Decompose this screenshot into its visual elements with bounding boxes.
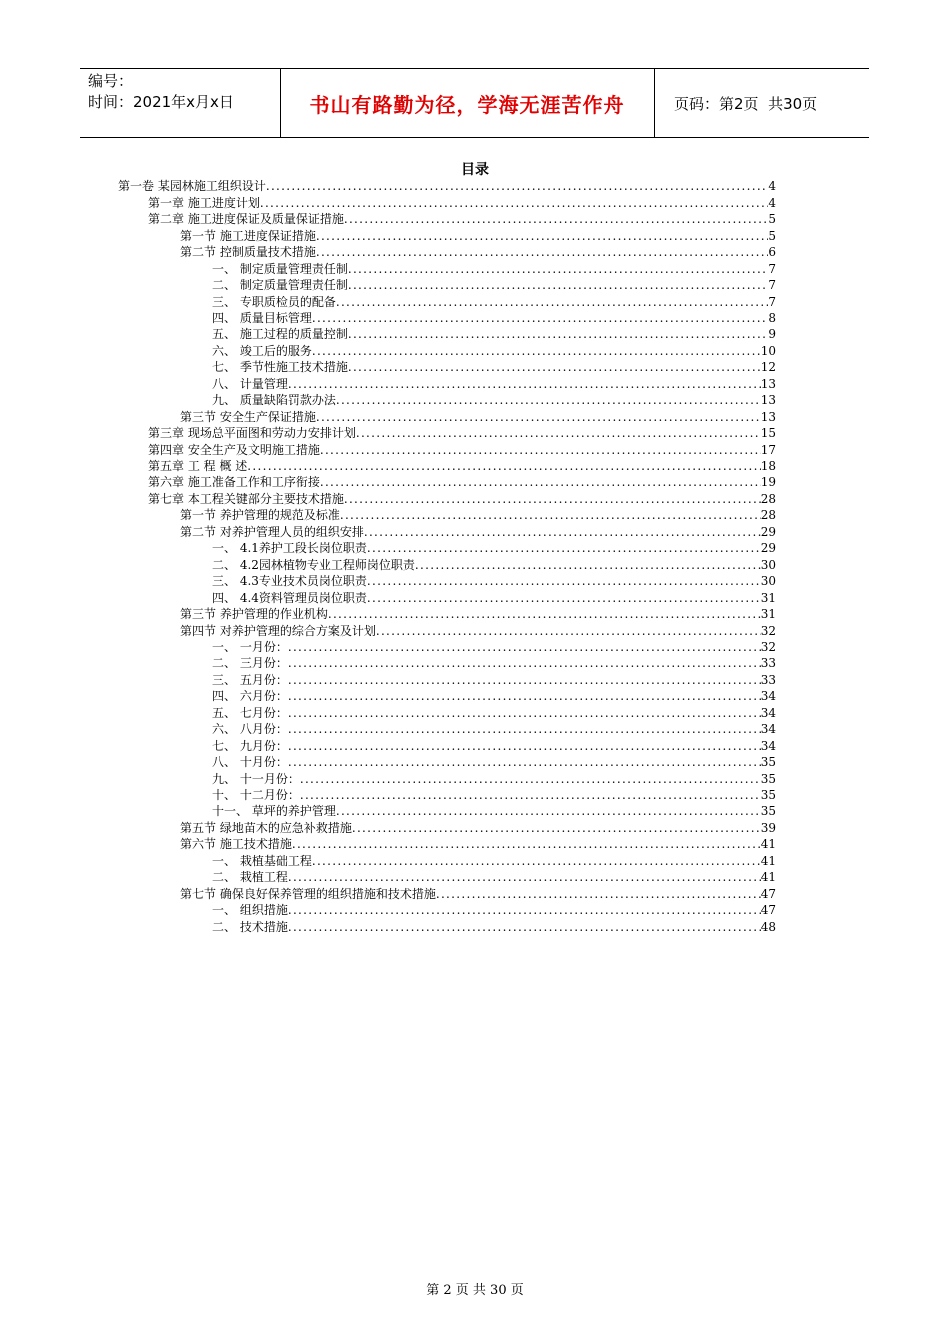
toc-leader-dots bbox=[352, 821, 761, 835]
toc-entry-page: 7 bbox=[768, 261, 776, 276]
toc-entry[interactable] bbox=[212, 374, 776, 390]
toc-entry-title: 第六章 施工准备工作和工序衔接 bbox=[148, 475, 320, 490]
toc-entry-page: 30 bbox=[760, 557, 776, 572]
toc-entry-title: 第三节 养护管理的作业机构 bbox=[180, 607, 328, 622]
toc-entry-page: 18 bbox=[760, 459, 776, 474]
toc-entry-page: 10 bbox=[760, 343, 776, 358]
toc-leader-dots bbox=[348, 327, 769, 341]
toc-entry[interactable] bbox=[148, 193, 776, 209]
toc-entry-title: 九、 质量缺陷罚款办法 bbox=[212, 393, 336, 408]
toc-leader-dots bbox=[266, 179, 769, 193]
toc-entry-page: 29 bbox=[760, 524, 776, 539]
page-footer bbox=[0, 1279, 950, 1298]
toc-entry-page: 7 bbox=[768, 294, 776, 309]
toc-entry-title: 六、 竣工后的服务 bbox=[212, 343, 312, 358]
toc-entry[interactable] bbox=[212, 555, 776, 571]
toc-entry-page: 12 bbox=[760, 360, 776, 375]
toc-leader-dots bbox=[356, 426, 761, 440]
toc-entry[interactable] bbox=[212, 292, 776, 308]
toc-entry-title: 第三章 现场总平面图和劳动力安排计划 bbox=[148, 426, 356, 441]
toc-leader-dots bbox=[348, 360, 761, 374]
toc-entry[interactable] bbox=[212, 276, 776, 292]
toc-entry[interactable] bbox=[212, 391, 776, 407]
toc-entry[interactable] bbox=[212, 687, 776, 703]
toc-entry-page: 34 bbox=[760, 738, 776, 753]
toc-leader-dots bbox=[367, 574, 761, 588]
document-header bbox=[80, 68, 869, 138]
toc-entry[interactable] bbox=[212, 358, 776, 374]
toc-leader-dots bbox=[348, 262, 769, 276]
toc-entry[interactable] bbox=[212, 753, 776, 769]
toc-entry-title: 二、 三月份： bbox=[212, 656, 288, 671]
toc-entry-page: 33 bbox=[760, 656, 776, 671]
document-time-label: 时间：2021年x月x日 bbox=[88, 93, 234, 111]
toc-entry[interactable] bbox=[212, 342, 776, 358]
toc-entry-title: 五、 施工过程的质量控制 bbox=[212, 327, 348, 342]
toc-entry-title: 二、 制定质量管理责任制 bbox=[212, 278, 348, 293]
toc-leader-dots bbox=[312, 854, 761, 868]
toc-entry[interactable] bbox=[212, 703, 776, 719]
toc-entry-title: 第三节 安全生产保证措施 bbox=[180, 409, 316, 424]
toc-entry-page: 7 bbox=[768, 278, 776, 293]
toc-leader-dots bbox=[288, 656, 761, 670]
toc-entry-title: 四、 六月份： bbox=[212, 689, 288, 704]
toc-entry[interactable] bbox=[212, 654, 776, 670]
toc-leader-dots bbox=[288, 673, 761, 687]
toc-entry-title: 八、 计量管理 bbox=[212, 376, 288, 391]
toc-entry-page: 35 bbox=[760, 788, 776, 803]
header-meta bbox=[88, 71, 278, 113]
toc-leader-dots bbox=[300, 788, 761, 802]
toc-entry-title: 第二章 施工进度保证及质量保证措施 bbox=[148, 212, 344, 227]
toc-entry-page: 35 bbox=[760, 755, 776, 770]
toc-entry-title: 一、 组织措施 bbox=[212, 903, 288, 918]
toc-entry-title: 二、 4.2园林植物专业工程师岗位职责 bbox=[212, 557, 415, 572]
toc-entry-title: 五、 七月份： bbox=[212, 705, 288, 720]
toc-leader-dots bbox=[415, 558, 761, 572]
toc-leader-dots bbox=[336, 393, 761, 407]
toc-entry[interactable] bbox=[212, 720, 776, 736]
toc-entry-page: 28 bbox=[760, 508, 776, 523]
header-page-info-text: 页码：第2页 共30页 bbox=[674, 94, 818, 113]
toc-leader-dots bbox=[288, 689, 761, 703]
toc-entry[interactable] bbox=[212, 309, 776, 325]
toc-leader-dots bbox=[348, 278, 769, 292]
toc-leader-dots bbox=[316, 410, 761, 424]
toc-entry[interactable] bbox=[148, 440, 776, 456]
toc-entry[interactable] bbox=[212, 851, 776, 867]
toc-entry-page: 35 bbox=[760, 804, 776, 819]
toc-entry-title: 三、 专职质检员的配备 bbox=[212, 294, 336, 309]
toc-entry-page: 5 bbox=[768, 212, 776, 227]
toc-entry-page: 17 bbox=[760, 442, 776, 457]
toc-leader-dots bbox=[292, 837, 761, 851]
toc-entry-page: 41 bbox=[760, 853, 776, 868]
toc-entry[interactable] bbox=[212, 769, 776, 785]
toc-entry-page: 19 bbox=[760, 475, 776, 490]
toc-entry[interactable] bbox=[148, 473, 776, 489]
toc-entry[interactable] bbox=[180, 884, 776, 900]
toc-entry[interactable] bbox=[180, 243, 776, 259]
toc-leader-dots bbox=[367, 541, 761, 555]
toc-entry-title: 四、 4.4资料管理员岗位职责 bbox=[212, 590, 367, 605]
toc-entry[interactable] bbox=[212, 802, 776, 818]
toc-entry[interactable] bbox=[180, 819, 776, 835]
toc-entry-title: 六、 八月份： bbox=[212, 722, 288, 737]
toc-entry-page: 13 bbox=[760, 393, 776, 408]
toc-leader-dots bbox=[288, 920, 761, 934]
toc-entry[interactable] bbox=[212, 259, 776, 275]
toc-leader-dots bbox=[320, 475, 761, 489]
toc-entry-page: 8 bbox=[768, 310, 776, 325]
toc-leader-dots bbox=[260, 196, 769, 210]
toc-leader-dots bbox=[300, 772, 761, 786]
toc-entry-title: 第六节 施工技术措施 bbox=[180, 837, 292, 852]
toc-title: 目录 bbox=[461, 162, 489, 178]
toc-leader-dots bbox=[316, 245, 769, 259]
header-divider-2 bbox=[654, 69, 655, 137]
toc-entry-page: 39 bbox=[760, 820, 776, 835]
toc-entry-page: 48 bbox=[760, 919, 776, 934]
toc-entry-page: 34 bbox=[760, 705, 776, 720]
toc-leader-dots bbox=[288, 640, 761, 654]
toc-entry-title: 二、 栽植工程 bbox=[212, 870, 288, 885]
toc-leader-dots bbox=[344, 492, 761, 506]
toc-entry-page: 31 bbox=[760, 607, 776, 622]
toc-leader-dots bbox=[336, 804, 761, 818]
toc-entry[interactable] bbox=[148, 424, 776, 440]
toc-entry[interactable] bbox=[180, 506, 776, 522]
toc-leader-dots bbox=[320, 443, 761, 457]
toc-entry-title: 七、 季节性施工技术措施 bbox=[212, 360, 348, 375]
toc-entry-title: 十、 十二月份： bbox=[212, 788, 300, 803]
toc-entry-title: 第四节 对养护管理的综合方案及计划 bbox=[180, 623, 376, 638]
toc-entry[interactable] bbox=[212, 736, 776, 752]
toc-entry-page: 15 bbox=[760, 426, 776, 441]
toc-entry[interactable] bbox=[180, 605, 776, 621]
toc-entry[interactable] bbox=[212, 325, 776, 341]
toc-entry-title: 一、 栽植基础工程 bbox=[212, 853, 312, 868]
toc-entry-title: 一、 4.1养护工段长岗位职责 bbox=[212, 541, 367, 556]
toc-entry-page: 47 bbox=[760, 886, 776, 901]
toc-entry-page: 13 bbox=[760, 409, 776, 424]
toc-entry-page: 29 bbox=[760, 541, 776, 556]
toc-entry-title: 第一节 施工进度保证措施 bbox=[180, 228, 316, 243]
document-number-label: 编号： bbox=[88, 72, 134, 90]
header-page-info bbox=[664, 69, 869, 137]
toc-entry-title: 三、 4.3专业技术员岗位职责 bbox=[212, 574, 367, 589]
toc-entry-title: 一、 制定质量管理责任制 bbox=[212, 261, 348, 276]
toc-entry-page: 35 bbox=[760, 771, 776, 786]
toc-entry[interactable] bbox=[148, 457, 776, 473]
toc-leader-dots bbox=[288, 722, 761, 736]
toc-entry[interactable] bbox=[212, 868, 776, 884]
toc-entry[interactable] bbox=[212, 917, 776, 933]
toc-leader-dots bbox=[312, 344, 761, 358]
toc-leader-dots bbox=[376, 624, 761, 638]
toc-entry-page: 5 bbox=[768, 228, 776, 243]
toc-entry-title: 八、 十月份： bbox=[212, 755, 288, 770]
toc-entry[interactable] bbox=[180, 621, 776, 637]
toc-entry-page: 41 bbox=[760, 870, 776, 885]
toc-entry-page: 13 bbox=[760, 376, 776, 391]
toc-leader-dots bbox=[436, 887, 761, 901]
toc-entry[interactable] bbox=[212, 572, 776, 588]
toc-leader-dots bbox=[364, 525, 761, 539]
toc-entry[interactable] bbox=[148, 490, 776, 506]
toc-entry-page: 32 bbox=[760, 639, 776, 654]
footer-page-number: 第 2 页 共 30 页 bbox=[426, 1283, 524, 1298]
toc-entry[interactable] bbox=[180, 522, 776, 538]
toc-entry[interactable] bbox=[180, 407, 776, 423]
toc-entry-page: 31 bbox=[760, 590, 776, 605]
toc-entry-title: 十一、 草坪的养护管理 bbox=[212, 804, 336, 819]
toc-leader-dots bbox=[288, 739, 761, 753]
toc-entry[interactable] bbox=[212, 671, 776, 687]
toc-entry[interactable] bbox=[212, 901, 776, 917]
toc-leader-dots bbox=[288, 903, 761, 917]
toc-entry-title: 九、 十一月份： bbox=[212, 771, 300, 786]
toc-entry-title: 第一章 施工进度计划 bbox=[148, 195, 260, 210]
toc-entry-page: 4 bbox=[768, 179, 776, 194]
toc-entry-title: 二、 技术措施 bbox=[212, 919, 288, 934]
toc-entry-title: 四、 质量目标管理 bbox=[212, 310, 312, 325]
toc-entry-title: 三、 五月份： bbox=[212, 672, 288, 687]
toc-leader-dots bbox=[336, 295, 769, 309]
toc-entry-page: 9 bbox=[768, 327, 776, 342]
toc-leader-dots bbox=[316, 229, 769, 243]
toc-entry[interactable] bbox=[180, 835, 776, 851]
toc-entry[interactable] bbox=[212, 786, 776, 802]
toc-entry-page: 34 bbox=[760, 722, 776, 737]
toc-entry-title: 七、 九月份： bbox=[212, 738, 288, 753]
toc-leader-dots bbox=[344, 212, 769, 226]
toc-entry-page: 30 bbox=[760, 574, 776, 589]
toc-entry-page: 41 bbox=[760, 837, 776, 852]
toc-entry-title: 第四章 安全生产及文明施工措施 bbox=[148, 442, 320, 457]
toc-entry-page: 34 bbox=[760, 689, 776, 704]
toc-leader-dots bbox=[367, 591, 761, 605]
toc-entry-title: 第一节 养护管理的规范及标准 bbox=[180, 508, 340, 523]
toc-leader-dots bbox=[288, 755, 761, 769]
toc-entry-page: 33 bbox=[760, 672, 776, 687]
header-motto: 书山有路勤为径，学海无涯苦作舟 bbox=[309, 92, 625, 117]
toc-entry-page: 6 bbox=[768, 245, 776, 260]
toc-entry-page: 32 bbox=[760, 623, 776, 638]
toc-leader-dots bbox=[312, 311, 769, 325]
toc-entry[interactable] bbox=[212, 588, 776, 604]
toc-entry-title: 第五章 工 程 概 述 bbox=[148, 459, 248, 474]
toc-entry-page: 47 bbox=[760, 903, 776, 918]
toc-leader-dots bbox=[340, 508, 761, 522]
toc-entry[interactable] bbox=[118, 177, 776, 193]
toc-entry[interactable] bbox=[212, 539, 776, 555]
toc-entry[interactable] bbox=[212, 638, 776, 654]
toc-entry-page: 4 bbox=[768, 195, 776, 210]
toc-entry-title: 第一卷 某园林施工组织设计 bbox=[118, 179, 266, 194]
toc-entry-title: 第七节 确保良好保养管理的组织措施和技术措施 bbox=[180, 886, 436, 901]
toc-leader-dots bbox=[288, 706, 761, 720]
toc-entry[interactable] bbox=[180, 226, 776, 242]
toc-entry[interactable] bbox=[148, 210, 776, 226]
toc-entry-title: 一、 一月份： bbox=[212, 639, 288, 654]
toc-entry-page: 28 bbox=[760, 491, 776, 506]
toc-entry-title: 第七章 本工程关键部分主要技术措施 bbox=[148, 491, 344, 506]
toc-leader-dots bbox=[288, 870, 761, 884]
toc-entry-title: 第五节 绿地苗木的应急补救措施 bbox=[180, 820, 352, 835]
toc-entry-title: 第二节 控制质量技术措施 bbox=[180, 245, 316, 260]
toc-leader-dots bbox=[288, 377, 761, 391]
toc-entry-title: 第二节 对养护管理人员的组织安排 bbox=[180, 524, 364, 539]
toc-leader-dots bbox=[328, 607, 761, 621]
toc-leader-dots bbox=[247, 459, 760, 473]
